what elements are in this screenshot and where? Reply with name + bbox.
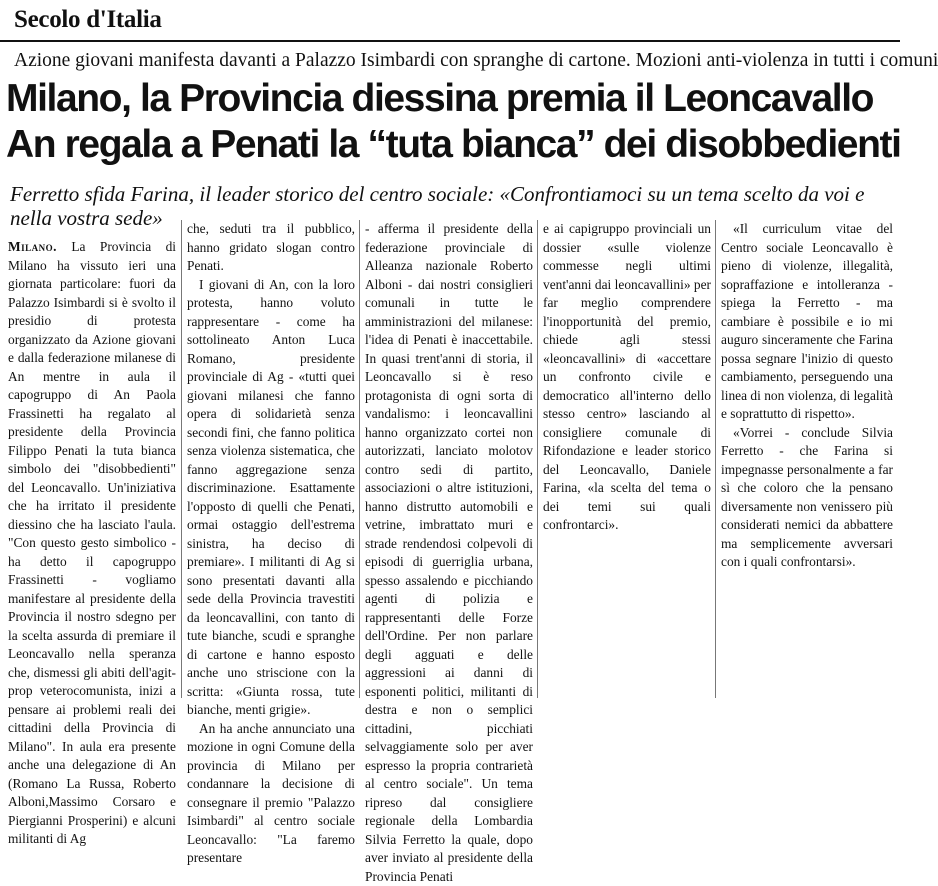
headline-line-1: Milano, la Provincia diessina premia il Leoncavallo (6, 77, 874, 120)
article-paragraph: I giovani di An, con la loro protesta, hanno voluto rappresentare - come ha sottolineato Anton Luca Romano, presidente provinciale di Ag - «tutti quei giovani milanesi che fanno opera di solidarietà senza secondi fini, che fanno politica senza violenza sistematica, che fanno aggregazione senza discriminazione. Esattamente l'opposto di quelli che Penati, ormai ostaggio dell'estrema sinistra, ha deciso di premiare». I militanti di Ag si sono presentati davanti alla sede della Provincia travestiti da leoncavallini, con tanto di tute bianche, scudi e spranghe di cartone e hanno esposto anche uno striscione con la scritta: «Giunta rossa, tute bianche, menti grigie». (187, 276, 355, 717)
article-column-5 (721, 220, 893, 700)
article-column-4 (543, 220, 711, 700)
article-paragraph: e ai capigruppo provinciali un dossier «sulle violenze commesse negli ultimi vent'anni dai leoncavallini» per far meglio comprendere l'inopportunità del premio, chiede agli stessi «leoncavallini» di «accettare un confronto civile e democratico all'interno dello stesso centro» lasciando al consigliere comunale di Rifondazione e leader storico del Leoncavallo, Daniele Farina, «la scelta del tema o dei temi sui quali confrontarci». (543, 221, 711, 532)
kicker: Azione giovani manifesta davanti a Palazzo Isimbardi con spranghe di cartone. Mozioni anti-violenza in tutti i comuni (14, 50, 938, 71)
paragraph-text: La Provincia di Milano ha vissuto ieri una giornata particolare: fuori da Palazzo Isimbardi si è svolto il presidio di protesta organizzato da Azione giovani e dalla federazione milanese di An mentre in aula il capogruppo di An Paola Frassinetti ha regalato al presidente della Provincia Filippo Penati la tuta bianca simbolo dei "disobbedienti" del Leoncavallo. Un'iniziativa che ha irritato il presidente diessino che ha lasciato l'aula. "Con questo gesto simbolico - ha detto il capogruppo Frassinetti - vogliamo manifestare al presidente della Provincia il nostro sdegno per la scelta assurda di premiare il Leoncavallo nella speranza che, dismessi gli abiti dell'agit-prop veterocomunista, inizi a pensare ai problemi reali dei cittadini della Provincia di Milano". In aula era presente anche una delegazione di An (Romano La Russa, Roberto Alboni,Massimo Corsaro e Piergianni Prosperini) e alcuni militanti di Ag (8, 239, 176, 846)
article-paragraph: «Il curriculum vitae del Centro sociale Leoncavallo è pieno di violenze, illegalità, sopraffazione e intolleranza - spiega la Ferretto - ma cambiare è possibile e io mi auguro sinceramente che Farina possa segnare l'inizio di questo cambiamento, perseguendo una linea di non violenza, di legalità e soprattutto di rispetto». (721, 221, 893, 421)
article-paragraph: An ha anche annunciato una mozione in ogni Comune della provincia di Milano per condannare la decisione di consegnare il premio "Palazzo Isimbardi" al centro sociale Leoncavallo: "La faremo presentare (187, 720, 355, 865)
masthead-rule (0, 40, 900, 42)
article-column-1 (8, 238, 176, 846)
article-paragraph: «Vorrei - conclude Silvia Ferretto - che Farina si impegnasse personalmente a far sì che coloro che la pensano diversamente non venissero più considerati nemici da abbattere ma semplicemente avversari con i quali confrontarsi». (721, 424, 893, 569)
headline-line-2: An regala a Penati la “tuta bianca” dei disobbedienti (6, 123, 901, 166)
dateline: Milano. (8, 239, 57, 254)
column-rule (537, 220, 538, 698)
article-paragraph (8, 238, 176, 849)
article-column-3 (365, 220, 533, 884)
article-paragraph: che, seduti tra il pubblico, hanno gridato slogan contro Penati. (187, 221, 355, 273)
column-rule (181, 220, 182, 698)
column-rule (359, 220, 360, 698)
column-rule (715, 220, 716, 698)
article-paragraph: - afferma il presidente della federazione provinciale di Alleanza nazionale Roberto Alboni - dai nostri consiglieri comunali in tutte le amministrazioni del milanese: l'idea di Penati è inaccettabile. In quasi trent'anni di storia, il Leoncavallo si è reso protagonista di ogni sorta di vandalismo: i leoncavallini hanno organizzato cortei non autorizzati, lanciato molotov contro sedi di partito, associazioni o altre istituzioni, hanno distrutto automobili e vetrine, imbrattato muri e strade rendendosi colpevoli di episodi di guerriglia urbana, spesso assalendo e picchiando agenti di polizia e rappresentanti delle Forze dell'Ordine. Per non parlare degli agguati e delle aggressioni ai danni di esponenti politici, militanti di destra e non o semplici cittadini, picchiati selvaggiamente solo per aver espresso la propria contrarietà al centro sociale". Un tema ripreso dal consigliere regionale della Lombardia Silvia Ferretto la quale, dopo aver inviato al presidente della Provincia Penati (365, 221, 533, 884)
headline (6, 76, 901, 168)
masthead: Secolo d'Italia (14, 6, 162, 33)
article-column-2 (187, 220, 355, 865)
deck: Ferretto sfida Farina, il leader storico del centro sociale: «Confrontiamoci su un tema scelto da voi e nella vostra sede» (10, 182, 865, 230)
